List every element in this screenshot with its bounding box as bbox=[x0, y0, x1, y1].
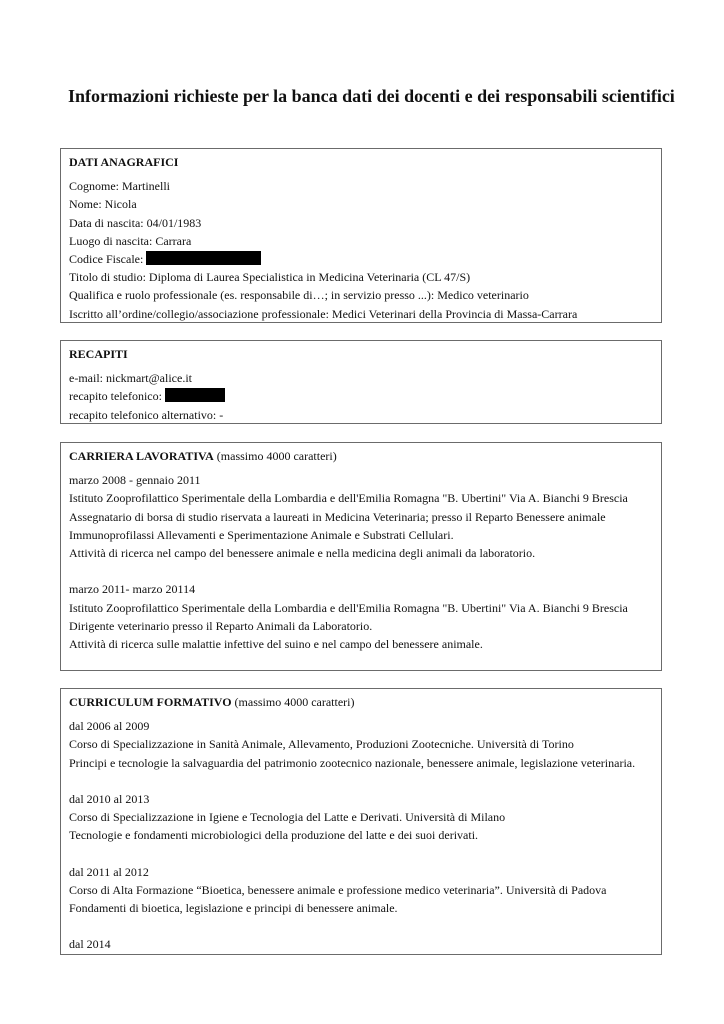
telefono-alt-line: recapito telefonico alternativo: - bbox=[69, 407, 224, 422]
carriera-entry2-period: marzo 2011- marzo 20114 bbox=[69, 582, 196, 597]
carriera-entry1-line1: Istituto Zooprofilattico Sperimentale della Lombardia e dell'Emilia Romagna "B. Ubertini" Via A. Bianchi 9 Brescia bbox=[69, 491, 628, 506]
telefono-redaction bbox=[165, 388, 225, 402]
codice-fiscale-line bbox=[69, 250, 661, 268]
curriculum-entry3-line2: Fondamenti di bioetica, legislazione e principi di benessere animale. bbox=[69, 901, 398, 916]
curriculum-entry1-line1: Corso di Specializzazione in Sanità Animale, Allevamento, Produzioni Zootecniche. Università di Torino bbox=[69, 737, 574, 752]
carriera-heading-line bbox=[69, 447, 661, 465]
curriculum-entry2-period: dal 2010 al 2013 bbox=[69, 791, 150, 806]
telefono-label: recapito telefonico: bbox=[69, 389, 162, 404]
curriculum-heading-line bbox=[69, 693, 661, 711]
curriculum-entry3-period: dal 2011 al 2012 bbox=[69, 864, 149, 879]
carriera-section bbox=[60, 442, 662, 671]
curriculum-entry2-line1: Corso di Specializzazione in Igiene e Tecnologia del Latte e Derivati. Università di Milano bbox=[69, 810, 506, 825]
carriera-entry2-line1: Istituto Zooprofilattico Sperimentale della Lombardia e dell'Emilia Romagna "B. Ubertini" Via A. Bianchi 9 Brescia bbox=[69, 600, 628, 615]
carriera-entry1-line3: Immunoprofilassi Allevamenti e Sperimentazione Animale e Substrati Cellulari. bbox=[69, 527, 454, 542]
curriculum-entry4-period: dal 2014 bbox=[69, 937, 111, 952]
titolo-studio-line: Titolo di studio: Diploma di Laurea Specialistica in Medicina Veterinaria (CL 47/S) bbox=[69, 270, 471, 285]
curriculum-entry3-line1: Corso di Alta Formazione “Bioetica, benessere animale e professione medico veterinaria”. Università di Padova bbox=[69, 882, 607, 897]
recapiti-section bbox=[60, 340, 662, 424]
carriera-entry1-line4: Attività di ricerca nel campo del benessere animale e nella medicina degli animali da laboratorio. bbox=[69, 545, 536, 560]
curriculum-section bbox=[60, 688, 662, 955]
cognome-line: Cognome: Martinelli bbox=[69, 179, 170, 194]
carriera-entry1-line2: Assegnatario di borsa di studio riservata a laureati in Medicina Veterinaria; presso il Reparto Benessere animale bbox=[69, 509, 606, 524]
carriera-entry1-period: marzo 2008 - gennaio 2011 bbox=[69, 473, 201, 488]
carriera-entry2-line3: Attività di ricerca sulle malattie infettive del suino e nel campo del benessere animale. bbox=[69, 636, 483, 651]
curriculum-note: (massimo 4000 caratteri) bbox=[231, 695, 355, 709]
curriculum-heading: CURRICULUM FORMATIVO bbox=[69, 695, 232, 709]
codice-fiscale-label: Codice Fiscale: bbox=[69, 251, 144, 266]
page-title: Informazioni richieste per la banca dati dei docenti e dei responsabili scientifici bbox=[68, 86, 675, 106]
anagrafici-heading: DATI ANAGRAFICI bbox=[69, 155, 179, 169]
carriera-heading: CARRIERA LAVORATIVA bbox=[69, 449, 214, 463]
codice-fiscale-redaction bbox=[146, 251, 261, 265]
recapiti-heading: RECAPITI bbox=[69, 347, 128, 361]
curriculum-entry2-line2: Tecnologie e fondamenti microbiologici della produzione del latte e dei suoi derivati. bbox=[69, 828, 479, 843]
carriera-entry2-line2: Dirigente veterinario presso il Reparto Animali da Laboratorio. bbox=[69, 618, 373, 633]
telefono-line bbox=[69, 387, 661, 405]
luogo-nascita-line: Luogo di nascita: Carrara bbox=[69, 233, 192, 248]
curriculum-entry1-line2: Principi e tecnologie la salvaguardia del patrimonio zootecnico nazionale, benessere animale, legislazione veterinaria. bbox=[69, 755, 636, 770]
curriculum-entry1-period: dal 2006 al 2009 bbox=[69, 719, 150, 734]
carriera-note: (massimo 4000 caratteri) bbox=[213, 449, 337, 463]
email-line: e-mail: nickmart@alice.it bbox=[69, 371, 192, 386]
nome-line: Nome: Nicola bbox=[69, 197, 137, 212]
iscritto-line: Iscritto all’ordine/collegio/associazione professionale: Medici Veterinari della Provincia di Massa-Carrara bbox=[69, 306, 578, 321]
qualifica-line: Qualifica e ruolo professionale (es. responsabile di…; in servizio presso ...): Medico veterinario bbox=[69, 288, 529, 303]
anagrafici-section bbox=[60, 148, 662, 323]
data-nascita-line: Data di nascita: 04/01/1983 bbox=[69, 215, 202, 230]
